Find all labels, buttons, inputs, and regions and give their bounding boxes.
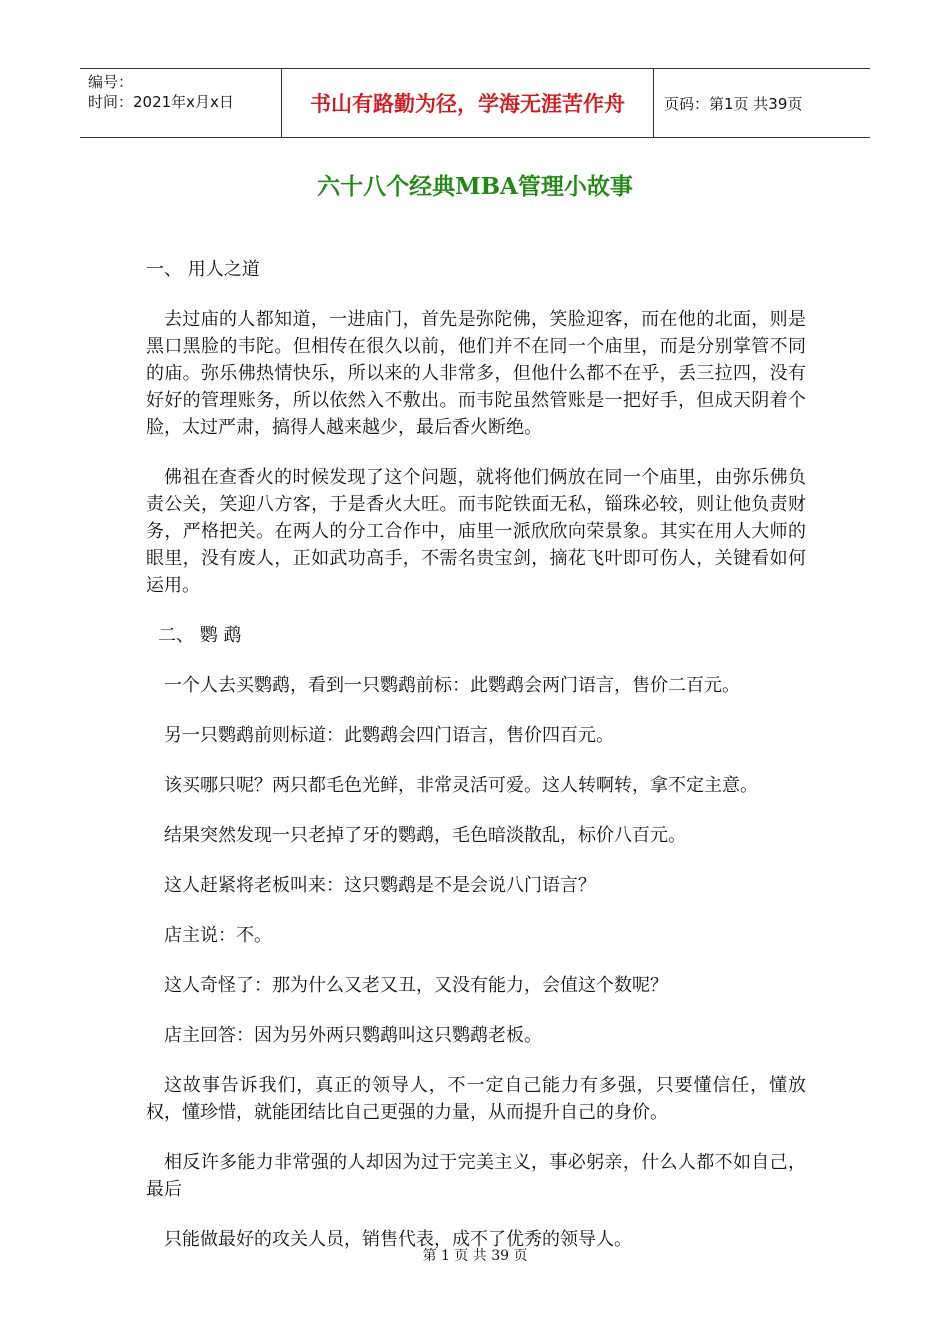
section-heading: 一、 用人之道: [146, 259, 260, 280]
page-footer: 第 1 页 共 39 页: [422, 1248, 528, 1264]
document-title: 六十八个经典MBA管理小故事: [317, 173, 633, 200]
paragraph: 只能做最好的攻关人员，销售代表，成不了优秀的领导人。: [164, 1229, 632, 1250]
paragraph: 佛祖在查香火的时候发现了这个问题，就将他们俩放在同一个庙里，由弥乐佛负责公关，笑迎八方客，于是香火大旺。而韦陀铁面无私，锱珠必较，则让他负责财务，严格把关。在两人的分工合作中，庙里一派欣欣向荣景象。其实在用人大师的眼里，没有废人，正如武功高手，不需名贵宝剑，摘花飞叶即可伤人，关键看如何运用。: [146, 467, 806, 596]
section-heading: 二、 鹦 鹉: [158, 625, 242, 646]
number-label: 编号：: [88, 73, 134, 91]
header-meta: [80, 69, 282, 137]
paragraph: 这人赶紧将老板叫来：这只鹦鹉是不是会说八门语言？: [164, 875, 596, 896]
paragraph: 另一只鹦鹉前则标道：此鹦鹉会四门语言，售价四百元。: [164, 725, 614, 746]
paragraph: 相反许多能力非常强的人却因为过于完美主义，事必躬亲，什么人都不如自己，最后: [146, 1152, 806, 1200]
paragraph: 这故事告诉我们，真正的领导人，不一定自己能力有多强，只要懂信任，懂放权，懂珍惜，就能团结比自己更强的力量，从而提升自己的身价。: [146, 1075, 806, 1123]
header-page-info: 页码：第1页 共39页: [664, 94, 803, 113]
paragraph: 结果突然发现一只老掉了牙的鹦鹉，毛色暗淡散乱，标价八百元。: [164, 825, 686, 846]
date-label: 时间：2021年x月x日: [88, 93, 234, 111]
paragraph: 一个人去买鹦鹉，看到一只鹦鹉前标：此鹦鹉会两门语言，售价二百元。: [164, 675, 740, 696]
document-header: [80, 68, 870, 138]
paragraph: 去过庙的人都知道，一进庙门，首先是弥陀佛，笑脸迎客，而在他的北面，则是黑口黑脸的韦陀。但相传在很久以前，他们并不在同一个庙里，而是分别掌管不同的庙。弥乐佛热情快乐，所以来的人非常多，但他什么都不在乎，丢三拉四，没有好好的管理账务，所以依然入不敷出。而韦陀虽然管账是一把好手，但成天阴着个脸，太过严肃，搞得人越来越少，最后香火断绝。: [146, 309, 806, 438]
document-body: [146, 256, 806, 1276]
paragraph: 店主说：不。: [164, 925, 272, 946]
paragraph: 这人奇怪了：那为什么又老又丑，又没有能力，会值这个数呢？: [164, 975, 668, 996]
paragraph: 店主回答：因为另外两只鹦鹉叫这只鹦鹉老板。: [164, 1025, 542, 1046]
header-motto: 书山有路勤为径，学海无涯苦作舟: [282, 69, 654, 137]
paragraph: 该买哪只呢？两只都毛色光鲜，非常灵活可爱。这人转啊转，拿不定主意。: [164, 775, 758, 796]
